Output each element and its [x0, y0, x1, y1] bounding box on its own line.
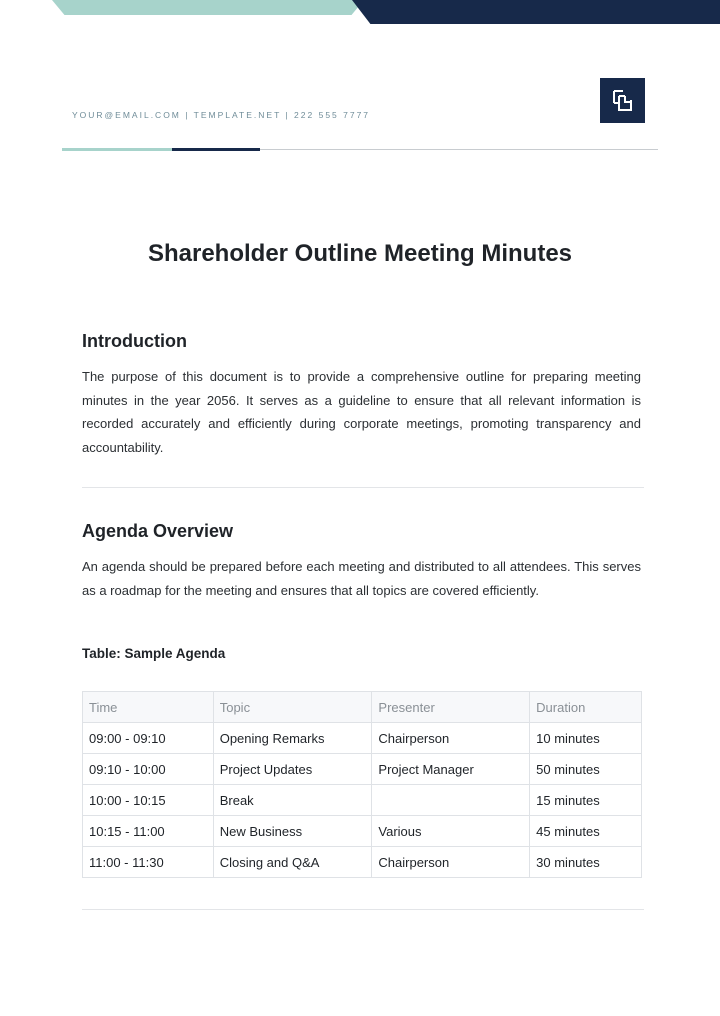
cell-presenter: Chairperson — [372, 847, 530, 878]
table-caption: Table: Sample Agenda — [82, 646, 226, 661]
cell-time: 10:00 - 10:15 — [83, 785, 214, 816]
introduction-body: The purpose of this document is to provide a comprehensive outline for preparing meeting minutes in the year 2056. It serves as a guideline to ensure that all relevant information is recorded accurately and efficiently during corporate meetings, promoting transparency and accountability. — [82, 369, 641, 455]
table-header-row — [83, 692, 642, 723]
cell-time: 10:15 - 11:00 — [83, 816, 214, 847]
header-divider-teal-accent — [62, 148, 172, 151]
cell-topic: Closing and Q&A — [213, 847, 372, 878]
logo-icon — [600, 78, 645, 123]
section-divider — [82, 909, 644, 910]
table-row — [83, 723, 642, 754]
header-divider-navy-accent — [172, 148, 260, 151]
table-row — [83, 754, 642, 785]
cell-presenter — [372, 785, 530, 816]
column-header-presenter: Presenter — [372, 692, 530, 723]
section-divider — [82, 487, 644, 488]
agenda-overview-body: An agenda should be prepared before each meeting and distributed to all attendees. This serves as a roadmap for the meeting and ensures that all topics are covered efficiently. — [82, 559, 641, 598]
cell-topic: New Business — [213, 816, 372, 847]
cell-duration: 10 minutes — [530, 723, 642, 754]
cell-topic: Project Updates — [213, 754, 372, 785]
cell-duration: 15 minutes — [530, 785, 642, 816]
cell-time: 09:10 - 10:00 — [83, 754, 214, 785]
cell-duration: 45 minutes — [530, 816, 642, 847]
cell-duration: 30 minutes — [530, 847, 642, 878]
agenda-table — [82, 691, 642, 878]
header-navy-band — [352, 0, 720, 24]
cell-time: 11:00 - 11:30 — [83, 847, 214, 878]
column-header-duration: Duration — [530, 692, 642, 723]
table-row — [83, 847, 642, 878]
cell-time: 09:00 - 09:10 — [83, 723, 214, 754]
column-header-time: Time — [83, 692, 214, 723]
cell-presenter: Various — [372, 816, 530, 847]
header-teal-band — [52, 0, 364, 15]
cell-duration: 50 minutes — [530, 754, 642, 785]
overlapping-squares-logo-icon — [610, 88, 636, 114]
introduction-heading: Introduction — [82, 331, 187, 351]
agenda-overview-heading: Agenda Overview — [82, 521, 234, 541]
cell-topic: Break — [213, 785, 372, 816]
cell-presenter: Project Manager — [372, 754, 530, 785]
document-title: Shareholder Outline Meeting Minutes — [147, 240, 573, 267]
cell-presenter: Chairperson — [372, 723, 530, 754]
table-row — [83, 816, 642, 847]
cell-topic: Opening Remarks — [213, 723, 372, 754]
table-row — [83, 785, 642, 816]
column-header-topic: Topic — [213, 692, 372, 723]
contact-line: YOUR@EMAIL.COM | TEMPLATE.NET | 222 555 7777 — [72, 110, 371, 120]
